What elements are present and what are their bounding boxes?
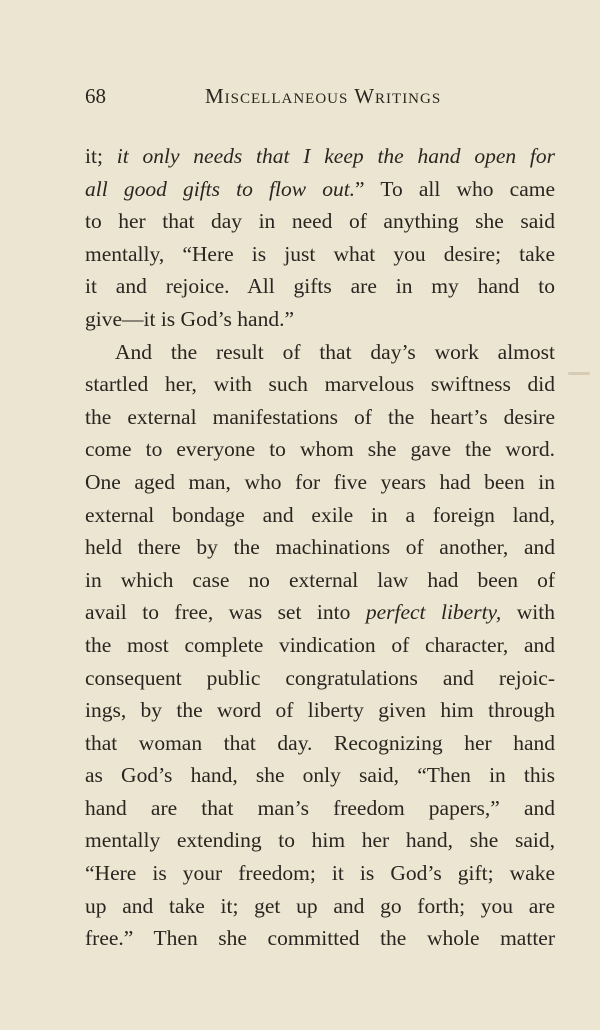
margin-smudge	[568, 372, 590, 375]
text-segment: external bondage and exile in a foreign land,	[85, 502, 555, 527]
text-segment: held there by the machinations of another, and	[85, 535, 555, 560]
body-text	[85, 140, 555, 955]
text-segment: the most complete vindication of character, and	[85, 632, 555, 657]
text-line	[85, 792, 555, 825]
text-segment: “Here is your freedom; it is God’s gift; wake	[85, 861, 555, 886]
text-line	[85, 140, 555, 173]
italic-text: it only needs that I keep the hand open for	[116, 144, 555, 168]
text-segment: that woman that day. Recognizing her hand	[85, 730, 555, 755]
text-segment: ” To all who came	[355, 176, 556, 201]
text-line	[85, 596, 555, 629]
text-line	[85, 694, 555, 727]
text-line	[85, 857, 555, 890]
text-line	[85, 173, 555, 206]
text-segment: mentally extending to him her hand, she said,	[85, 828, 555, 853]
text-line	[85, 531, 555, 564]
text-line	[85, 433, 555, 466]
text-segment: hand are that man’s freedom papers,” and	[85, 795, 555, 820]
text-segment: give—it is God’s hand.”	[85, 306, 295, 331]
text-segment: And the result of that day’s work almost	[115, 339, 555, 364]
text-segment: with	[501, 600, 555, 625]
text-line	[85, 401, 555, 434]
text-line	[85, 499, 555, 532]
text-line	[85, 368, 555, 401]
text-line	[85, 205, 555, 238]
text-segment: up and take it; get up and go forth; you are	[85, 893, 555, 918]
text-line	[85, 727, 555, 760]
page-number: 68	[85, 84, 106, 108]
text-line	[85, 238, 555, 271]
text-line	[85, 824, 555, 857]
text-segment: as God’s hand, she only said, “Then in this	[85, 763, 555, 788]
italic-text: perfect liberty,	[365, 600, 502, 625]
text-segment: free.” Then she committed the whole matter	[85, 926, 555, 951]
text-line	[85, 564, 555, 597]
text-segment: it and rejoice. All gifts are in my hand to	[85, 274, 555, 299]
italic-text: all good gifts to flow out.	[85, 176, 356, 201]
text-segment: mentally, “Here is just what you desire; take	[85, 241, 555, 266]
text-segment: consequent public congratulations and rejoic-	[85, 665, 555, 690]
text-segment: avail to free, was set into	[85, 600, 366, 625]
text-line	[85, 890, 555, 923]
text-segment: to her that day in need of anything she said	[85, 209, 555, 234]
text-segment: the external manifestations of the heart’s desire	[85, 404, 555, 429]
text-line	[85, 759, 555, 792]
text-line	[85, 336, 555, 369]
text-segment: ings, by the word of liberty given him through	[85, 698, 555, 723]
text-segment: startled her, with such marvelous swiftness did	[85, 372, 555, 397]
text-line	[85, 629, 555, 662]
text-segment: it;	[85, 144, 117, 168]
page-header	[85, 84, 555, 114]
text-line	[85, 270, 555, 303]
text-segment: in which case no external law had been of	[85, 567, 555, 592]
text-line	[85, 922, 555, 955]
text-line	[85, 466, 555, 499]
text-line	[85, 662, 555, 695]
text-segment: One aged man, who for five years had been in	[85, 469, 555, 494]
running-title: Miscellaneous Writings	[205, 84, 442, 108]
text-line	[85, 303, 555, 336]
text-segment: come to everyone to whom she gave the word.	[85, 437, 555, 462]
